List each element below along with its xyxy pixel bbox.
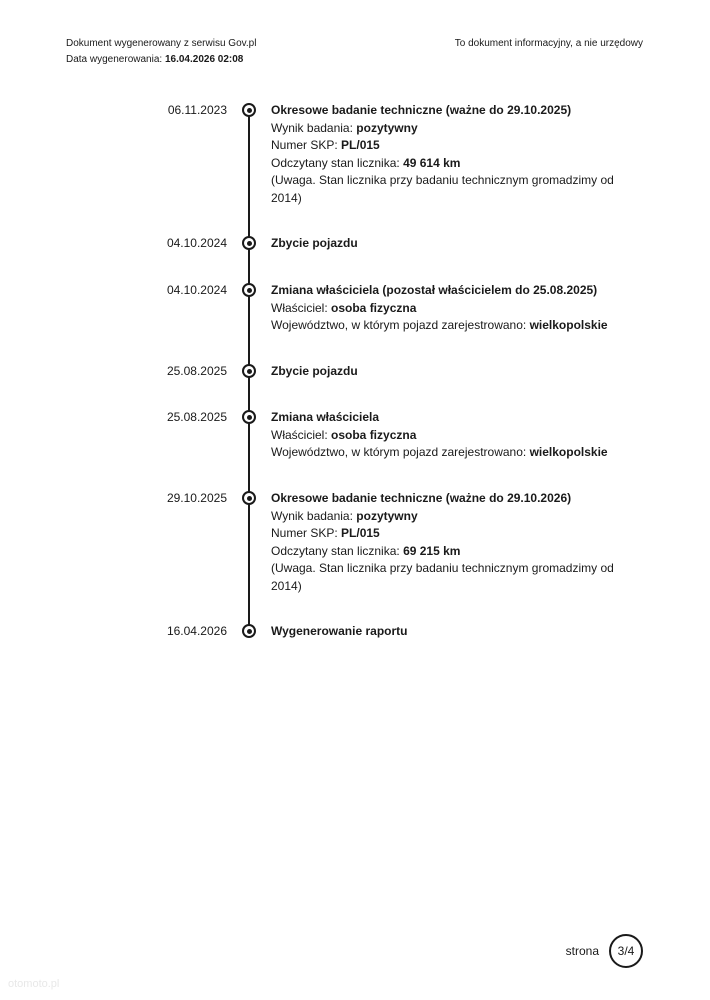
entry-line-value: PL/015 (341, 526, 380, 540)
entry-date: 25.08.2025 (166, 364, 227, 378)
entry-note: (Uwaga. Stan licznika przy badaniu technicznym gromadzimy od 2014) (271, 561, 614, 593)
entry-line (271, 137, 616, 155)
entry-line-label: Właściciel: (271, 427, 328, 442)
entry-line-value: pozytywny (356, 120, 418, 135)
entry-line-label: Województwo, w którym pojazd zarejestrowano: (271, 445, 527, 459)
entry-date: 16.04.2026 (166, 624, 227, 638)
entry-line-value: 69 215 km (403, 543, 461, 558)
entry-line-label: Numer SKP: (271, 526, 338, 540)
entry-date: 06.11.2023 (167, 103, 227, 117)
entry-date: 04.10.2024 (166, 283, 227, 297)
page-number-badge: 3/4 (609, 934, 643, 968)
entry-date: 29.10.2025 (166, 491, 227, 505)
generated-value: 16.04.2026 02:08 (164, 54, 244, 65)
timeline-dot-icon (242, 491, 256, 505)
entry-line-label: Numer SKP: (271, 138, 338, 152)
entry-line-label: Wynik badania: (271, 120, 353, 135)
entry-date: 25.08.2025 (166, 410, 227, 424)
entry-line-label: Właściciel: (271, 300, 328, 315)
entry-line (271, 155, 616, 173)
header-disclaimer: To dokument informacyjny, a nie urzędowy (454, 38, 643, 49)
entry-body (271, 490, 616, 595)
entry-body (271, 235, 616, 253)
entry-line-label: Odczytany stan licznika: (271, 543, 400, 558)
entry-title: Okresowe badanie techniczne (ważne do 29.10.2026) (271, 491, 572, 505)
entry-body (271, 102, 616, 207)
entry-body (271, 623, 616, 641)
generated-label: Data wygenerowania: (66, 54, 163, 65)
watermark: otomoto.pl (8, 978, 60, 990)
entry-line-value: wielkopolskie (529, 318, 608, 332)
entry-title: Zbycie pojazdu (271, 364, 358, 378)
entry-line-value: 49 614 km (403, 155, 461, 170)
entry-line-label: Województwo, w którym pojazd zarejestrowano: (271, 318, 527, 332)
timeline-dot-icon (242, 410, 256, 424)
entry-line (271, 300, 616, 318)
entry-body (271, 282, 616, 335)
entry-line (271, 543, 616, 561)
page-footer (566, 934, 643, 968)
entry-line-value: PL/015 (341, 138, 380, 152)
timeline-dot-icon (242, 624, 256, 638)
entry-line-value: wielkopolskie (529, 445, 608, 459)
entry-line-value: osoba fizyczna (331, 300, 417, 315)
entry-line-label: Odczytany stan licznika: (271, 155, 400, 170)
entry-line-value: pozytywny (356, 508, 418, 523)
entry-line (271, 120, 616, 138)
entry-title: Okresowe badanie techniczne (ważne do 29.10.2025) (271, 103, 572, 117)
timeline-dot-icon (242, 103, 256, 117)
entry-body (271, 363, 616, 381)
timeline-dot-icon (242, 283, 256, 297)
entry-line (271, 444, 616, 462)
entry-date: 04.10.2024 (166, 236, 227, 250)
entry-line (271, 525, 616, 543)
entry-line-value: osoba fizyczna (331, 427, 417, 442)
entry-title: Wygenerowanie raportu (271, 624, 408, 638)
source-text: Dokument wygenerowany z serwisu Gov.pl (66, 38, 257, 49)
entry-line (271, 508, 616, 526)
entry-title: Zmiana właściciela (271, 410, 380, 424)
entry-line-label: Wynik badania: (271, 508, 353, 523)
entry-title: Zbycie pojazdu (271, 236, 358, 250)
entry-line (271, 427, 616, 445)
entry-title: Zmiana właściciela (pozostał właścicielem do 25.08.2025) (271, 283, 598, 297)
entry-note: (Uwaga. Stan licznika przy badaniu technicznym gromadzimy od 2014) (271, 173, 614, 205)
entry-line (271, 317, 616, 335)
timeline-dot-icon (242, 364, 256, 378)
page-label: strona (565, 944, 599, 958)
entry-body (271, 409, 616, 462)
timeline-dot-icon (242, 236, 256, 250)
